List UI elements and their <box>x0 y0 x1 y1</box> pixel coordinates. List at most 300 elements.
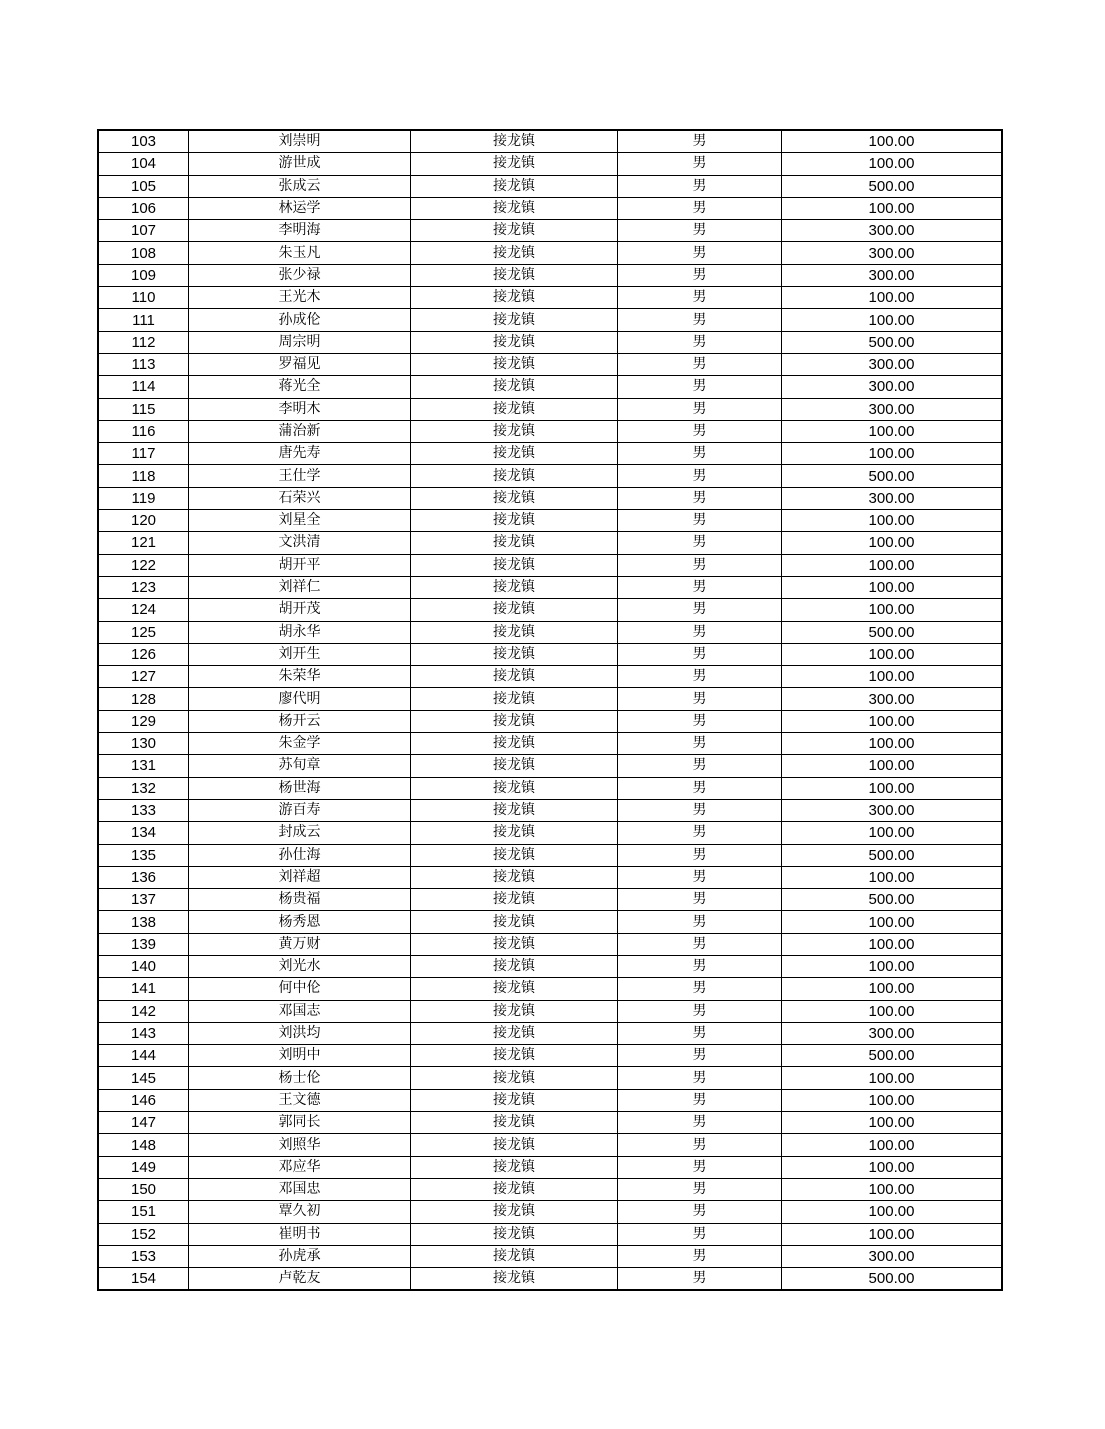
town-cell: 接龙镇 <box>411 532 618 554</box>
town-cell: 接龙镇 <box>411 420 618 442</box>
amount-cell: 100.00 <box>782 1178 1003 1200</box>
town-cell: 接龙镇 <box>411 220 618 242</box>
table-row <box>98 1178 1002 1200</box>
amount-cell: 100.00 <box>782 420 1003 442</box>
town-cell: 接龙镇 <box>411 1245 618 1267</box>
amount-cell: 100.00 <box>782 1089 1003 1111</box>
gender-cell: 男 <box>618 1201 782 1223</box>
table-row <box>98 889 1002 911</box>
table-row <box>98 510 1002 532</box>
name-cell: 刘照华 <box>189 1134 411 1156</box>
table-row <box>98 353 1002 375</box>
town-cell: 接龙镇 <box>411 1268 618 1291</box>
gender-cell: 男 <box>618 353 782 375</box>
amount-cell: 100.00 <box>782 733 1003 755</box>
name-cell: 唐先寿 <box>189 443 411 465</box>
town-cell: 接龙镇 <box>411 1022 618 1044</box>
table-row <box>98 153 1002 175</box>
amount-cell: 100.00 <box>782 911 1003 933</box>
gender-cell: 男 <box>618 978 782 1000</box>
row-number-cell: 154 <box>98 1268 189 1291</box>
town-cell: 接龙镇 <box>411 621 618 643</box>
gender-cell: 男 <box>618 1223 782 1245</box>
table-row <box>98 799 1002 821</box>
amount-cell: 300.00 <box>782 353 1003 375</box>
town-cell: 接龙镇 <box>411 197 618 219</box>
amount-cell: 100.00 <box>782 197 1003 219</box>
town-cell: 接龙镇 <box>411 287 618 309</box>
gender-cell: 男 <box>618 465 782 487</box>
row-number-cell: 127 <box>98 666 189 688</box>
town-cell: 接龙镇 <box>411 309 618 331</box>
gender-cell: 男 <box>618 420 782 442</box>
gender-cell: 男 <box>618 1268 782 1291</box>
town-cell: 接龙镇 <box>411 242 618 264</box>
name-cell: 孙成伦 <box>189 309 411 331</box>
amount-cell: 300.00 <box>782 1022 1003 1044</box>
row-number-cell: 119 <box>98 487 189 509</box>
gender-cell: 男 <box>618 1134 782 1156</box>
gender-cell: 男 <box>618 822 782 844</box>
gender-cell: 男 <box>618 554 782 576</box>
amount-cell: 100.00 <box>782 287 1003 309</box>
gender-cell: 男 <box>618 599 782 621</box>
gender-cell: 男 <box>618 755 782 777</box>
town-cell: 接龙镇 <box>411 443 618 465</box>
name-cell: 李明木 <box>189 398 411 420</box>
amount-cell: 100.00 <box>782 933 1003 955</box>
table-body <box>98 130 1002 1290</box>
row-number-cell: 125 <box>98 621 189 643</box>
name-cell: 杨世海 <box>189 777 411 799</box>
table-row <box>98 197 1002 219</box>
town-cell: 接龙镇 <box>411 666 618 688</box>
table-row <box>98 264 1002 286</box>
gender-cell: 男 <box>618 666 782 688</box>
amount-cell: 100.00 <box>782 130 1003 153</box>
gender-cell: 男 <box>618 376 782 398</box>
amount-cell: 100.00 <box>782 576 1003 598</box>
amount-cell: 100.00 <box>782 1156 1003 1178</box>
table-row <box>98 532 1002 554</box>
name-cell: 朱荣华 <box>189 666 411 688</box>
row-number-cell: 135 <box>98 844 189 866</box>
name-cell: 朱金学 <box>189 733 411 755</box>
town-cell: 接龙镇 <box>411 1112 618 1134</box>
name-cell: 黄万财 <box>189 933 411 955</box>
name-cell: 杨秀恩 <box>189 911 411 933</box>
gender-cell: 男 <box>618 153 782 175</box>
table-row <box>98 1022 1002 1044</box>
town-cell: 接龙镇 <box>411 955 618 977</box>
name-cell: 何中伦 <box>189 978 411 1000</box>
amount-cell: 300.00 <box>782 376 1003 398</box>
row-number-cell: 107 <box>98 220 189 242</box>
amount-cell: 100.00 <box>782 1134 1003 1156</box>
gender-cell: 男 <box>618 911 782 933</box>
table-row <box>98 599 1002 621</box>
gender-cell: 男 <box>618 532 782 554</box>
table-row <box>98 978 1002 1000</box>
row-number-cell: 130 <box>98 733 189 755</box>
name-cell: 苏旬章 <box>189 755 411 777</box>
town-cell: 接龙镇 <box>411 889 618 911</box>
gender-cell: 男 <box>618 220 782 242</box>
table-row <box>98 621 1002 643</box>
table-row <box>98 1112 1002 1134</box>
name-cell: 邓国志 <box>189 1000 411 1022</box>
town-cell: 接龙镇 <box>411 822 618 844</box>
table-row <box>98 398 1002 420</box>
table-row <box>98 443 1002 465</box>
town-cell: 接龙镇 <box>411 1089 618 1111</box>
amount-cell: 300.00 <box>782 264 1003 286</box>
town-cell: 接龙镇 <box>411 777 618 799</box>
table-row <box>98 1134 1002 1156</box>
table-row <box>98 955 1002 977</box>
row-number-cell: 116 <box>98 420 189 442</box>
name-cell: 蒲治新 <box>189 420 411 442</box>
amount-cell: 100.00 <box>782 955 1003 977</box>
gender-cell: 男 <box>618 777 782 799</box>
amount-cell: 300.00 <box>782 242 1003 264</box>
gender-cell: 男 <box>618 264 782 286</box>
row-number-cell: 134 <box>98 822 189 844</box>
row-number-cell: 148 <box>98 1134 189 1156</box>
table-row <box>98 554 1002 576</box>
town-cell: 接龙镇 <box>411 933 618 955</box>
amount-cell: 500.00 <box>782 1268 1003 1291</box>
amount-cell: 100.00 <box>782 1201 1003 1223</box>
gender-cell: 男 <box>618 197 782 219</box>
gender-cell: 男 <box>618 1045 782 1067</box>
row-number-cell: 103 <box>98 130 189 153</box>
name-cell: 刘明中 <box>189 1045 411 1067</box>
town-cell: 接龙镇 <box>411 1045 618 1067</box>
table-row <box>98 822 1002 844</box>
table-row <box>98 1045 1002 1067</box>
table-row <box>98 420 1002 442</box>
table-row <box>98 1268 1002 1291</box>
table-row <box>98 287 1002 309</box>
row-number-cell: 120 <box>98 510 189 532</box>
amount-cell: 300.00 <box>782 220 1003 242</box>
row-number-cell: 137 <box>98 889 189 911</box>
town-cell: 接龙镇 <box>411 978 618 1000</box>
row-number-cell: 113 <box>98 353 189 375</box>
row-number-cell: 144 <box>98 1045 189 1067</box>
amount-cell: 100.00 <box>782 710 1003 732</box>
name-cell: 刘光水 <box>189 955 411 977</box>
gender-cell: 男 <box>618 621 782 643</box>
table-row <box>98 733 1002 755</box>
row-number-cell: 126 <box>98 643 189 665</box>
row-number-cell: 109 <box>98 264 189 286</box>
table-row <box>98 844 1002 866</box>
amount-cell: 100.00 <box>782 510 1003 532</box>
row-number-cell: 141 <box>98 978 189 1000</box>
name-cell: 胡开平 <box>189 554 411 576</box>
row-number-cell: 118 <box>98 465 189 487</box>
table-row <box>98 1089 1002 1111</box>
row-number-cell: 149 <box>98 1156 189 1178</box>
gender-cell: 男 <box>618 799 782 821</box>
gender-cell: 男 <box>618 1245 782 1267</box>
row-number-cell: 129 <box>98 710 189 732</box>
town-cell: 接龙镇 <box>411 844 618 866</box>
row-number-cell: 108 <box>98 242 189 264</box>
gender-cell: 男 <box>618 1112 782 1134</box>
town-cell: 接龙镇 <box>411 264 618 286</box>
amount-cell: 100.00 <box>782 866 1003 888</box>
town-cell: 接龙镇 <box>411 799 618 821</box>
row-number-cell: 153 <box>98 1245 189 1267</box>
town-cell: 接龙镇 <box>411 353 618 375</box>
town-cell: 接龙镇 <box>411 599 618 621</box>
amount-cell: 100.00 <box>782 443 1003 465</box>
name-cell: 文洪清 <box>189 532 411 554</box>
name-cell: 刘祥超 <box>189 866 411 888</box>
row-number-cell: 140 <box>98 955 189 977</box>
name-cell: 李明海 <box>189 220 411 242</box>
name-cell: 杨开云 <box>189 710 411 732</box>
row-number-cell: 122 <box>98 554 189 576</box>
row-number-cell: 117 <box>98 443 189 465</box>
town-cell: 接龙镇 <box>411 153 618 175</box>
town-cell: 接龙镇 <box>411 1156 618 1178</box>
name-cell: 杨贵福 <box>189 889 411 911</box>
amount-cell: 100.00 <box>782 532 1003 554</box>
table-row <box>98 242 1002 264</box>
town-cell: 接龙镇 <box>411 755 618 777</box>
table-row <box>98 331 1002 353</box>
gender-cell: 男 <box>618 576 782 598</box>
amount-cell: 100.00 <box>782 822 1003 844</box>
row-number-cell: 143 <box>98 1022 189 1044</box>
gender-cell: 男 <box>618 889 782 911</box>
row-number-cell: 106 <box>98 197 189 219</box>
row-number-cell: 142 <box>98 1000 189 1022</box>
table-row <box>98 130 1002 153</box>
table-row <box>98 710 1002 732</box>
amount-cell: 500.00 <box>782 1045 1003 1067</box>
row-number-cell: 146 <box>98 1089 189 1111</box>
name-cell: 孙仕海 <box>189 844 411 866</box>
row-number-cell: 136 <box>98 866 189 888</box>
town-cell: 接龙镇 <box>411 1201 618 1223</box>
gender-cell: 男 <box>618 1000 782 1022</box>
gender-cell: 男 <box>618 710 782 732</box>
amount-cell: 100.00 <box>782 978 1003 1000</box>
table-row <box>98 755 1002 777</box>
town-cell: 接龙镇 <box>411 398 618 420</box>
gender-cell: 男 <box>618 487 782 509</box>
name-cell: 王光木 <box>189 287 411 309</box>
gender-cell: 男 <box>618 1067 782 1089</box>
table-row <box>98 911 1002 933</box>
town-cell: 接龙镇 <box>411 1223 618 1245</box>
row-number-cell: 111 <box>98 309 189 331</box>
row-number-cell: 133 <box>98 799 189 821</box>
town-cell: 接龙镇 <box>411 733 618 755</box>
amount-cell: 300.00 <box>782 799 1003 821</box>
name-cell: 邓应华 <box>189 1156 411 1178</box>
amount-cell: 300.00 <box>782 688 1003 710</box>
town-cell: 接龙镇 <box>411 1000 618 1022</box>
name-cell: 覃久初 <box>189 1201 411 1223</box>
table-row <box>98 576 1002 598</box>
table-row <box>98 1223 1002 1245</box>
gender-cell: 男 <box>618 933 782 955</box>
town-cell: 接龙镇 <box>411 376 618 398</box>
row-number-cell: 145 <box>98 1067 189 1089</box>
row-number-cell: 150 <box>98 1178 189 1200</box>
amount-cell: 500.00 <box>782 621 1003 643</box>
name-cell: 崔明书 <box>189 1223 411 1245</box>
amount-cell: 100.00 <box>782 1067 1003 1089</box>
town-cell: 接龙镇 <box>411 487 618 509</box>
name-cell: 刘崇明 <box>189 130 411 153</box>
table-row <box>98 220 1002 242</box>
name-cell: 王文德 <box>189 1089 411 1111</box>
gender-cell: 男 <box>618 866 782 888</box>
name-cell: 游世成 <box>189 153 411 175</box>
table-row <box>98 175 1002 197</box>
data-table <box>97 129 1003 1291</box>
row-number-cell: 114 <box>98 376 189 398</box>
row-number-cell: 138 <box>98 911 189 933</box>
row-number-cell: 151 <box>98 1201 189 1223</box>
town-cell: 接龙镇 <box>411 866 618 888</box>
row-number-cell: 110 <box>98 287 189 309</box>
table-row <box>98 376 1002 398</box>
name-cell: 刘洪均 <box>189 1022 411 1044</box>
gender-cell: 男 <box>618 955 782 977</box>
gender-cell: 男 <box>618 1089 782 1111</box>
row-number-cell: 123 <box>98 576 189 598</box>
name-cell: 张少禄 <box>189 264 411 286</box>
town-cell: 接龙镇 <box>411 911 618 933</box>
gender-cell: 男 <box>618 688 782 710</box>
row-number-cell: 132 <box>98 777 189 799</box>
amount-cell: 100.00 <box>782 153 1003 175</box>
row-number-cell: 104 <box>98 153 189 175</box>
row-number-cell: 121 <box>98 532 189 554</box>
name-cell: 游百寿 <box>189 799 411 821</box>
gender-cell: 男 <box>618 733 782 755</box>
name-cell: 封成云 <box>189 822 411 844</box>
gender-cell: 男 <box>618 130 782 153</box>
amount-cell: 100.00 <box>782 666 1003 688</box>
amount-cell: 100.00 <box>782 1112 1003 1134</box>
amount-cell: 500.00 <box>782 889 1003 911</box>
gender-cell: 男 <box>618 398 782 420</box>
amount-cell: 500.00 <box>782 175 1003 197</box>
town-cell: 接龙镇 <box>411 1067 618 1089</box>
gender-cell: 男 <box>618 844 782 866</box>
table-row <box>98 309 1002 331</box>
amount-cell: 100.00 <box>782 1000 1003 1022</box>
town-cell: 接龙镇 <box>411 710 618 732</box>
town-cell: 接龙镇 <box>411 130 618 153</box>
gender-cell: 男 <box>618 1178 782 1200</box>
gender-cell: 男 <box>618 242 782 264</box>
table-row <box>98 643 1002 665</box>
row-number-cell: 139 <box>98 933 189 955</box>
name-cell: 胡永华 <box>189 621 411 643</box>
table-row <box>98 1156 1002 1178</box>
gender-cell: 男 <box>618 331 782 353</box>
amount-cell: 300.00 <box>782 1245 1003 1267</box>
table-row <box>98 487 1002 509</box>
amount-cell: 100.00 <box>782 599 1003 621</box>
name-cell: 蒋光全 <box>189 376 411 398</box>
name-cell: 杨士伦 <box>189 1067 411 1089</box>
table-row <box>98 777 1002 799</box>
town-cell: 接龙镇 <box>411 465 618 487</box>
town-cell: 接龙镇 <box>411 510 618 532</box>
name-cell: 石荣兴 <box>189 487 411 509</box>
name-cell: 刘开生 <box>189 643 411 665</box>
town-cell: 接龙镇 <box>411 1178 618 1200</box>
table-row <box>98 933 1002 955</box>
row-number-cell: 124 <box>98 599 189 621</box>
town-cell: 接龙镇 <box>411 175 618 197</box>
table-row <box>98 1067 1002 1089</box>
amount-cell: 300.00 <box>782 398 1003 420</box>
gender-cell: 男 <box>618 643 782 665</box>
amount-cell: 100.00 <box>782 1223 1003 1245</box>
town-cell: 接龙镇 <box>411 688 618 710</box>
town-cell: 接龙镇 <box>411 1134 618 1156</box>
table-row <box>98 688 1002 710</box>
name-cell: 胡开茂 <box>189 599 411 621</box>
town-cell: 接龙镇 <box>411 331 618 353</box>
town-cell: 接龙镇 <box>411 576 618 598</box>
name-cell: 王仕学 <box>189 465 411 487</box>
name-cell: 罗福见 <box>189 353 411 375</box>
table-row <box>98 666 1002 688</box>
name-cell: 朱玉凡 <box>189 242 411 264</box>
name-cell: 张成云 <box>189 175 411 197</box>
amount-cell: 100.00 <box>782 554 1003 576</box>
amount-cell: 300.00 <box>782 487 1003 509</box>
name-cell: 廖代明 <box>189 688 411 710</box>
table-row <box>98 1245 1002 1267</box>
gender-cell: 男 <box>618 175 782 197</box>
row-number-cell: 152 <box>98 1223 189 1245</box>
name-cell: 林运学 <box>189 197 411 219</box>
town-cell: 接龙镇 <box>411 554 618 576</box>
name-cell: 孙虎承 <box>189 1245 411 1267</box>
row-number-cell: 112 <box>98 331 189 353</box>
row-number-cell: 128 <box>98 688 189 710</box>
gender-cell: 男 <box>618 287 782 309</box>
row-number-cell: 131 <box>98 755 189 777</box>
table-row <box>98 465 1002 487</box>
row-number-cell: 147 <box>98 1112 189 1134</box>
name-cell: 郭同长 <box>189 1112 411 1134</box>
amount-cell: 100.00 <box>782 309 1003 331</box>
name-cell: 周宗明 <box>189 331 411 353</box>
table-row <box>98 1201 1002 1223</box>
table-row <box>98 866 1002 888</box>
name-cell: 卢乾友 <box>189 1268 411 1291</box>
town-cell: 接龙镇 <box>411 643 618 665</box>
gender-cell: 男 <box>618 443 782 465</box>
name-cell: 邓国忠 <box>189 1178 411 1200</box>
table-row <box>98 1000 1002 1022</box>
